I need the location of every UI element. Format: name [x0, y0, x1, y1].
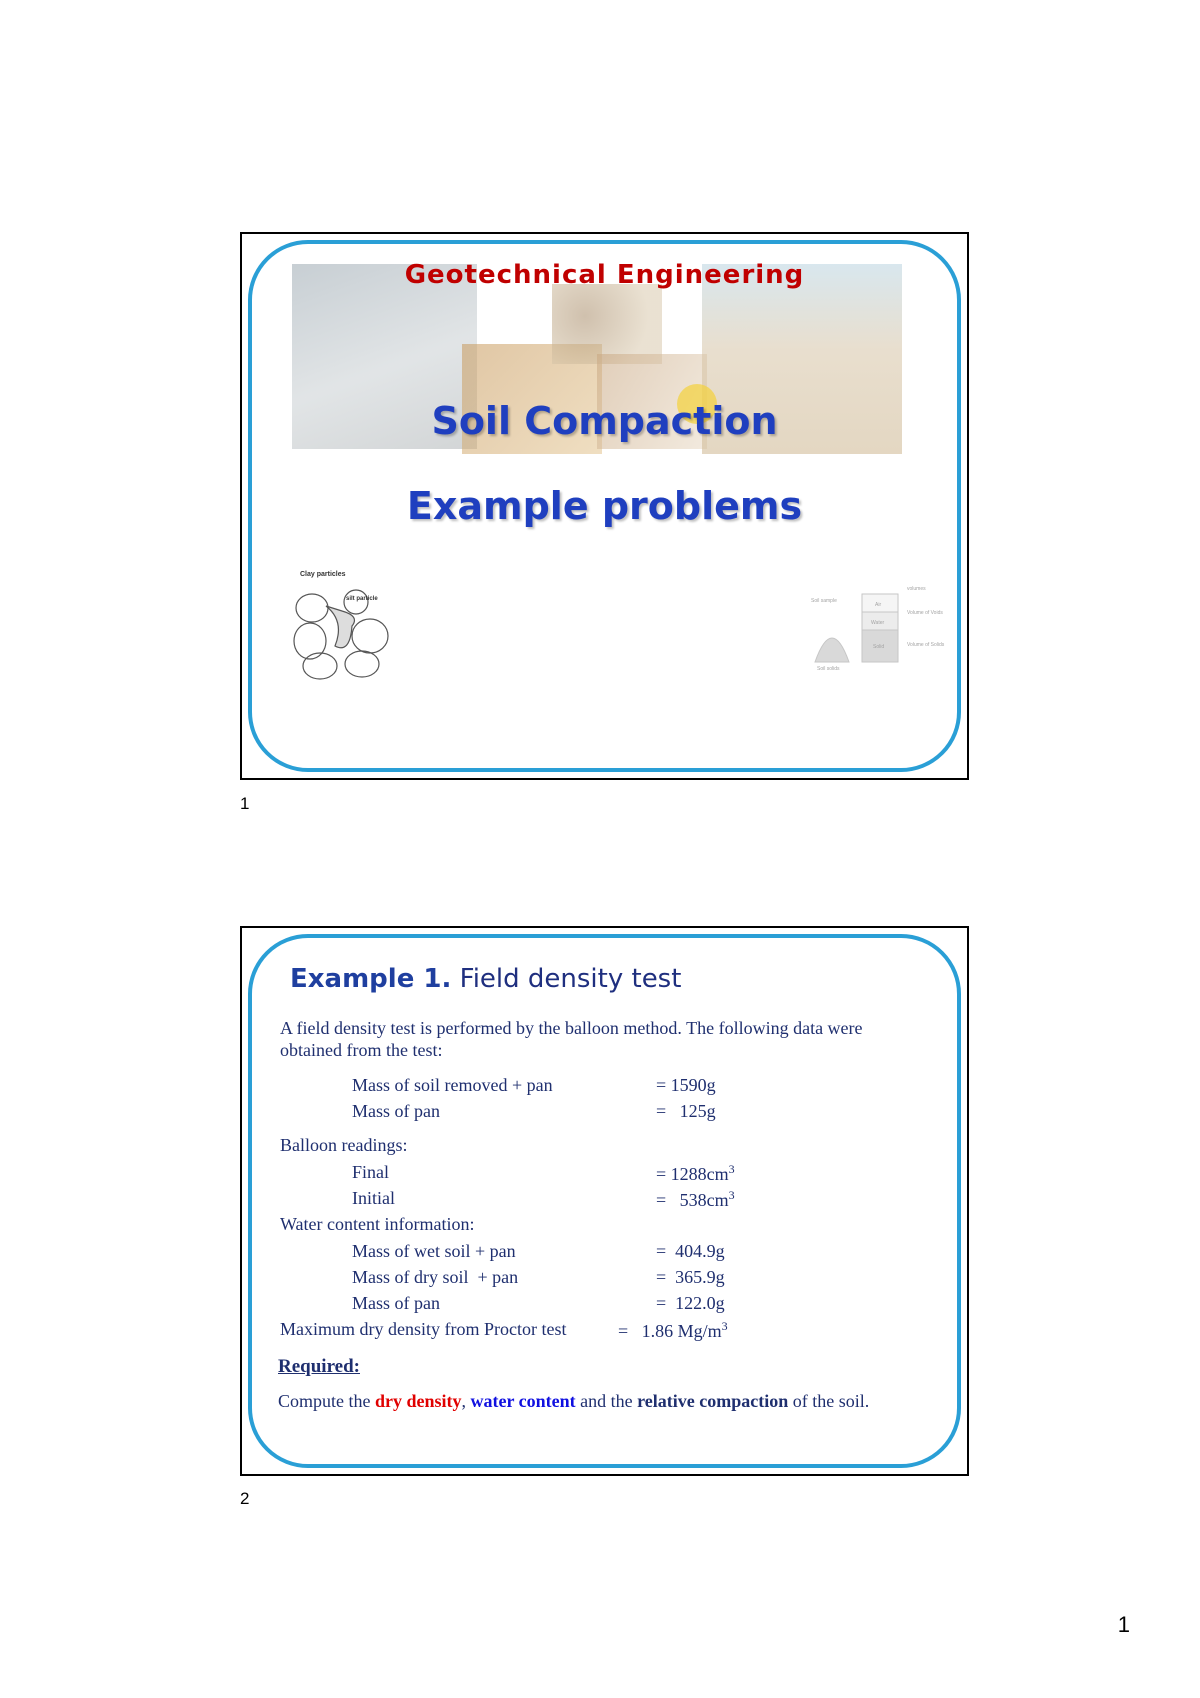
intro-line-1: A field density test is performed by the balloon method. The following data were [280, 1018, 863, 1038]
relative-compaction-term: relative compaction [637, 1391, 789, 1411]
required-heading: Required: [278, 1356, 360, 1377]
header-title: Geotechnical Engineering [404, 260, 805, 290]
title-soil-compaction: Soil Compaction [431, 399, 778, 443]
slide-number-2: 2 [240, 1489, 250, 1508]
compute-text: and the [575, 1391, 638, 1411]
example-title-rest: Field density test [451, 964, 682, 994]
slide-2 [240, 926, 969, 1476]
row-label: Initial [352, 1188, 395, 1208]
row-value: = 404.9g [656, 1241, 725, 1261]
phase-diagram [807, 584, 957, 674]
compute-text: Compute the [278, 1391, 375, 1411]
row-value: = 1590g [656, 1075, 716, 1095]
row-label: Mass of wet soil + pan [352, 1241, 516, 1261]
compute-text: of the soil. [788, 1391, 870, 1411]
example-title [290, 964, 681, 994]
compute-text: , [461, 1391, 471, 1411]
title-example-problems: Example problems [406, 484, 803, 528]
solids-volume-label: Volume of Solids [907, 642, 945, 648]
compute-sentence [278, 1391, 869, 1412]
row-value [656, 1162, 735, 1185]
water-content-term: water content [470, 1391, 576, 1411]
soil-solids-label: Soil solids [817, 666, 840, 672]
slide-1 [240, 232, 969, 780]
air-label: Air [875, 602, 882, 608]
superscript: 3 [728, 1188, 735, 1202]
example-number: Example 1. [290, 964, 452, 994]
clay-label: Clay particles [300, 571, 346, 578]
superscript: 3 [728, 1162, 735, 1176]
row-value: = 122.0g [656, 1293, 725, 1313]
row-value [618, 1319, 728, 1342]
intro-line-2: obtained from the test: [280, 1040, 443, 1060]
gravel-photo [552, 284, 662, 364]
row-value: = 125g [656, 1101, 716, 1121]
row-label: Final [352, 1162, 390, 1182]
row-value: = 365.9g [656, 1267, 725, 1287]
value-text: = 1288cm [656, 1164, 729, 1184]
row-label: Maximum dry density from Proctor test [280, 1319, 567, 1339]
row-label: Mass of pan [352, 1293, 440, 1313]
soil-particles-diagram [290, 566, 400, 686]
voids-label: Volume of Voids [907, 610, 943, 616]
row-label: Mass of dry soil + pan [352, 1267, 519, 1287]
slide-number-1: 1 [240, 794, 250, 813]
solid-label: Solid [873, 644, 885, 650]
row-label: Mass of soil removed + pan [352, 1075, 553, 1095]
soil-sample-label: Soil sample [811, 598, 837, 604]
row-label: Mass of pan [352, 1101, 440, 1121]
water-label: Water [871, 620, 885, 626]
superscript: 3 [721, 1319, 728, 1333]
row-value [656, 1188, 735, 1211]
volumes-label: volumes [907, 586, 926, 592]
value-text: = 538cm [656, 1190, 729, 1210]
water-heading: Water content information: [280, 1214, 475, 1234]
page-number: 1 [1117, 1612, 1130, 1637]
dry-density-term: dry density [375, 1391, 462, 1411]
slide-2-border [248, 934, 961, 1468]
slide-1-border [248, 240, 961, 772]
value-text: = 1.86 Mg/m [618, 1321, 722, 1341]
balloon-heading: Balloon readings: [280, 1135, 408, 1155]
silt-label: silt particle [346, 596, 378, 602]
